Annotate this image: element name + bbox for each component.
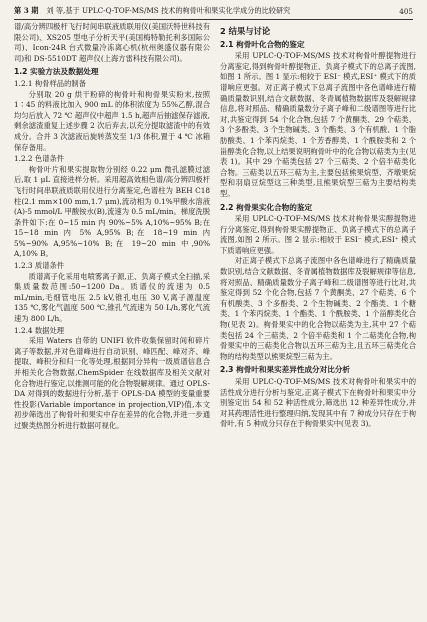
running-header xyxy=(14,4,413,20)
section-heading-1-2-4: 1.2.4 数据处理 xyxy=(14,325,65,335)
running-title: 刘 等,基于 UPLC-Q-TOF-MS/MS 技术的枸骨叶和果实化学成分的比较研究 xyxy=(46,6,291,15)
paragraph-differential: 采用 UPLC-Q-TOF-MS/MS 技术对枸骨叶和果实中的活性成分进行分析与鉴定,正离子模式下在枸骨叶和果实中分别鉴定出 54 和 52 种活性成分,筛选出 12 种差异性成分,并对其药理活性进行整理归纳,发现其中有 7 种成分只存在于枸骨叶,有 5 种成分只存在于枸骨果实中(见表 3)。 xyxy=(220,377,416,429)
section-heading-1-2-1: 1.2.1 枸骨样品的制备 xyxy=(14,78,86,88)
paragraph-ms-conditions: 质谱离子化采用电喷雾离子源,正、负离子模式全扫描,采集质量数范围:50~1200 Da。质谱仪的流速为 0.5 mL/min,毛细管电压 2.5 kV,锥孔电压 30 V,离子源温度 135 ℃,雾化气温度 500 ℃,锥孔气流速为 50 L/h,雾化气流速为 800 L/h。 xyxy=(14,271,210,324)
right-column xyxy=(220,22,416,618)
left-column xyxy=(14,22,210,618)
section-heading-2: 2 结果与讨论 xyxy=(220,26,271,36)
section-heading-1-2-2: 1.2.2 色谱条件 xyxy=(14,154,65,164)
section-heading-2-2: 2.2 枸骨果实化合物的鉴定 xyxy=(220,202,313,212)
paragraph-fruit-compounds: 对正离子模式下总离子流图中各色谱峰进行了精确质量数识别,结合文献数据、冬青属植物数据库及裂解规律等信息,将对照品、精确质量数分子离子峰和二级谱图等进行比对,共鉴定得到 52 个化合物,包括 7 个黄酮类、27 个萜类、6 个有机酸类、3 个多酚类、2 个生物碱类、2 个酯类、1 个糖类、1 个苯丙烷类、1 个酯类、1 个酰胺类、1 个甾醇类化合物(见表 2)。枸骨果实中的化合物以萜类为主,其中 27 个萜类包括 24 个三萜类、2 个倍半萜类和 1 个二萜类化合物,枸骨果实中的三萜类化合物以五环三萜为主,且五环三萜类化合物的结构类型以熊果烷型三萜为主。 xyxy=(220,256,416,361)
section-heading-1-2: 1.2 实验方法及数据处理 xyxy=(14,67,99,77)
paragraph-chromatography: 枸骨叶片和果实提取物分别经 0.22 μm 微孔滤膜过滤后,取 1 μL 直接进样分析。采用超高效相色谱/高分辨四极杆飞行时间串联液质联用仪进行分离鉴定,色谱柱为 BEH C18 柱(2.1 mm×100 mm,1.7 μm),流动相为 0.1%甲酸水溶液(A)-5 mmol/L 甲酸铵水(B),流速为 0.5 mL/min。梯度洗脱条件如下:在 0~15 min 内 90%~5% A,10%~95% B;在 15~18 min 内 5% A,95% B;在 18~19 min 内 5%~90% A,95%~10% B;在 19~20 min 中,90% A,10% B。 xyxy=(14,164,210,259)
paragraph-sample-prep: 分别取 20 g 烘干粉碎的枸骨叶和枸骨果实粉末,按照 1∶45 的料液比加入 900 mL 的体积浓度为 55%乙醇,混合均匀后放入 72 ℃ 超声仪中超声 1.5 h,超声后抽滤保存滤液,剩余滤渣重复上述步骤 2 次后弃去,以充分提取滤渣中的有效成分。合并 3 次滤液后旋转蒸发至 1/3 体积,置于 4 ℃ 冰箱保存备用。 xyxy=(14,89,210,152)
paragraph-equipment: 谱/高分辨四极杆飞行时间串联液质联用仪(美国沃特世科技有限公司)、XS205 型电子分析天平(美国梅特勒托利多国际公司)、Icon-24R 台式微量冷冻离心机(杭州奥盛仪器有限公司)和 DS-5510DT 超声仪(上海方雷科技有限公司)。 xyxy=(14,22,210,63)
section-heading-2-3: 2.3 枸骨叶和果实差异性成分对比分析 xyxy=(220,365,351,375)
section-heading-2-1: 2.1 枸骨叶化合物的鉴定 xyxy=(220,39,305,49)
paragraph-fruit-tic: 采用 UPLC-Q-TOF-MS/MS 技术对枸骨果实醇提物进行分离鉴定,得到枸骨果实醇提物正、负离子模式下的总离子流图,如图 2 所示。图 2 显示:相较于 ESI⁻ 模式,ESI⁺ 模式下质谱响应更强。 xyxy=(220,214,416,255)
paragraph-data-processing: 采用 Waters 自带的 UNIFI 软件收集保留时间和碎片离子等数据,并对色谱峰进行自动识别、峰匹配、峰对齐、峰提取、峰积分和归一化等处理,根据同分异构一级质谱信息合并相关化合物数据,ChemSpider 在线数据库及相关文献对化合物进行鉴定,以推测可能的化合物裂解规律。通过 OPLS-DA 对得到的数据进行分析,基于 OPLS-DA 模型的变量重要性投影(Variable importance in projection,VIP)值,本文初步筛选出了枸骨叶和果实中存在差异的化合物,并进一步通过聚类热图分析进行数据可视化。 xyxy=(14,336,210,430)
issue-label: 第 3 期 xyxy=(14,6,39,15)
page-number: 405 xyxy=(399,6,413,16)
paragraph-leaf-compounds: 采用 UPLC-Q-TOF-MS/MS 技术对枸骨叶醇提物进行分离鉴定,得到枸骨叶醇提物正、负离子模式下的总离子流图,如图 1 所示。图 1 显示:相较于 ESI⁻ 模式,ESI⁺ 模式下的质谱响应更强。对正离子模式下总离子流图中各色谱峰进行精确质量数识别,结合文献数据、冬青属植物数据库及裂解规律信息,将对照品、精确质量数分子离子峰和二级谱图等进行比对,共鉴定得到 54 个化合物,包括 7 个黄酮类、29 个萜类、3 个多酚类、3 个生物碱类、3 个酯类、3 个有机酸、1 个脂肪酸类、1 个苯丙烷类、1 个芳香醇类、1 个酰胺类和 2 个甾醇类化合物,以上结果说明枸骨叶中的化合物以萜类为主(见表 1)。其中 29 个萜类包括 27 个三萜类、2 个倍半萜类化合物。三萜类以五环三萜为主,主要包括熊果烷型、齐墩果烷型和羽扇豆烷型这三种类型,且熊果烷型三萜为主要结构类型。 xyxy=(220,51,416,198)
section-heading-1-2-3: 1.2.3 质谱条件 xyxy=(14,261,65,271)
